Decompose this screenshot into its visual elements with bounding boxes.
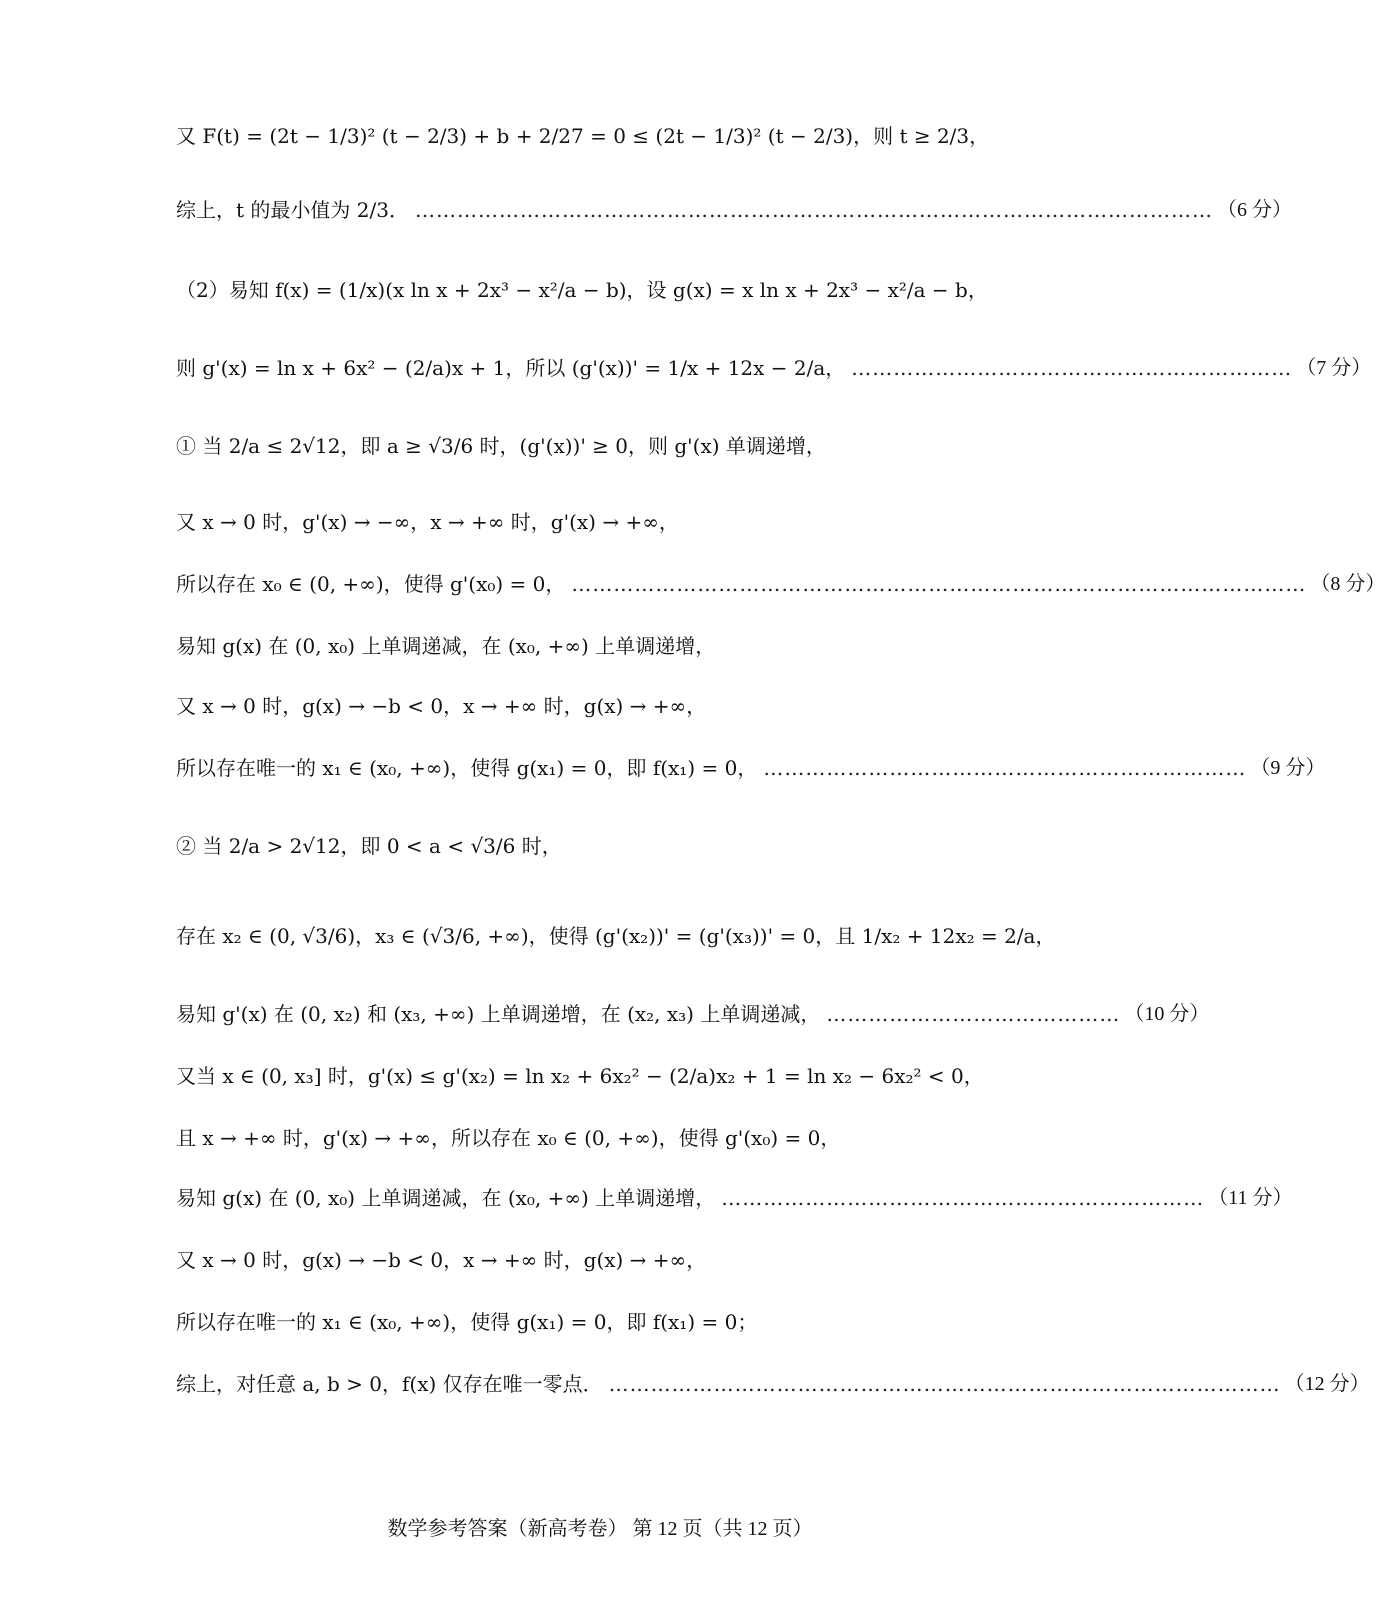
score-label: （7 分）: [1296, 357, 1372, 379]
line-text: ② 当 2/a > 2√12，即 0 < a < √3/6 时，: [176, 834, 562, 858]
solution-line-3: [176, 278, 1106, 302]
solution-line-16: [176, 1186, 1293, 1210]
line-text: 又 x → 0 时，g(x) → −b < 0，x → +∞ 时，g(x) → +∞，: [176, 694, 707, 718]
line-text: 所以存在唯一的 x₁ ∈ (x₀, +∞)，使得 g(x₁) = 0，即 f(x₁) = 0；: [176, 1310, 758, 1334]
line-text: 又 F(t) = (2t − 1/3)² (t − 2/3) + b + 2/27 = 0 ≤ (2t − 1/3)² (t − 2/3)，则 t ≥ 2/3，: [176, 124, 990, 148]
score-label: （10 分）: [1124, 1003, 1210, 1025]
solution-line-10: [176, 756, 1326, 780]
score-label: （9 分）: [1250, 757, 1326, 779]
leader-dots: ……………………………………………………………: [721, 1186, 1205, 1210]
leader-dots: ……………………………………………………………………………………………: [571, 572, 1307, 596]
line-text: 且 x → +∞ 时，g'(x) → +∞，所以存在 x₀ ∈ (0, +∞)，使得 g'(x₀) = 0，: [176, 1126, 841, 1150]
solution-line-15: [176, 1126, 1106, 1150]
leader-dots: ……………………………………………………………: [763, 756, 1247, 780]
solution-line-13: [176, 1002, 1210, 1026]
line-text: 综上，t 的最小值为 2/3．: [176, 198, 409, 222]
solution-line-4: [176, 356, 1372, 380]
leader-dots: ……………………………………: [826, 1002, 1121, 1026]
score-label: （12 分）: [1284, 1373, 1370, 1395]
line-text: 又 x → 0 时，g(x) → −b < 0，x → +∞ 时，g(x) → +∞，: [176, 1248, 707, 1272]
solution-line-11: [176, 834, 1106, 858]
line-text: 又 x → 0 时，g'(x) → −∞，x → +∞ 时，g'(x) → +∞，: [176, 510, 679, 534]
solution-line-9: [176, 694, 1106, 718]
score-label: （11 分）: [1208, 1187, 1293, 1209]
solution-line-2: [176, 198, 1292, 222]
line-text: 易知 g'(x) 在 (0, x₂) 和 (x₃, +∞) 上单调递增，在 (x₂, x₃) 上单调递减，: [176, 1002, 821, 1026]
line-text: 则 g'(x) = ln x + 6x² − (2/a)x + 1，所以 (g'(x))' = 1/x + 12x − 2/a，: [176, 356, 846, 380]
solution-line-17: [176, 1248, 1106, 1272]
solution-line-1: [176, 124, 1106, 148]
solution-line-7: [176, 572, 1385, 596]
page-footer: 数学参考答案（新高考卷） 第 12 页（共 12 页）: [387, 1518, 813, 1540]
leader-dots: ……………………………………………………………………………………………………: [414, 198, 1213, 222]
score-label: （6 分）: [1216, 199, 1292, 221]
solution-line-18: [176, 1310, 1106, 1334]
line-text: 又当 x ∈ (0, x₃] 时，g'(x) ≤ g'(x₂) = ln x₂ + 6x₂² − (2/a)x₂ + 1 = ln x₂ − 6x₂² < 0，: [176, 1064, 984, 1088]
score-label: （8 分）: [1310, 573, 1385, 595]
leader-dots: ……………………………………………………………………………………: [608, 1372, 1281, 1396]
solution-line-14: [176, 1064, 1106, 1088]
line-text: 易知 g(x) 在 (0, x₀) 上单调递减，在 (x₀, +∞) 上单调递增，: [176, 634, 716, 658]
line-text: 存在 x₂ ∈ (0, √3/6)，x₃ ∈ (√3/6, +∞)，使得 (g'(x₂))' = (g'(x₃))' = 0，且 1/x₂ + 12x₂ = 2/a，: [176, 924, 1056, 948]
leader-dots: ………………………………………………………: [851, 356, 1293, 380]
solution-line-5: [176, 434, 1106, 458]
line-text: 易知 g(x) 在 (0, x₀) 上单调递减，在 (x₀, +∞) 上单调递增，: [176, 1186, 716, 1210]
solution-line-19: [176, 1372, 1370, 1396]
line-text: 所以存在唯一的 x₁ ∈ (x₀, +∞)，使得 g(x₁) = 0，即 f(x₁) = 0，: [176, 756, 758, 780]
solution-line-6: [176, 510, 1106, 534]
solution-line-8: [176, 634, 1106, 658]
line-text: （2）易知 f(x) = (1/x)(x ln x + 2x³ − x²/a − b)，设 g(x) = x ln x + 2x³ − x²/a − b，: [176, 278, 988, 302]
solution-line-12: [176, 924, 1106, 948]
line-text: ① 当 2/a ≤ 2√12，即 a ≥ √3/6 时，(g'(x))' ≥ 0，则 g'(x) 单调递增，: [176, 434, 826, 458]
line-text: 所以存在 x₀ ∈ (0, +∞)，使得 g'(x₀) = 0，: [176, 572, 566, 596]
line-text: 综上，对任意 a, b > 0，f(x) 仅存在唯一零点．: [176, 1372, 603, 1396]
